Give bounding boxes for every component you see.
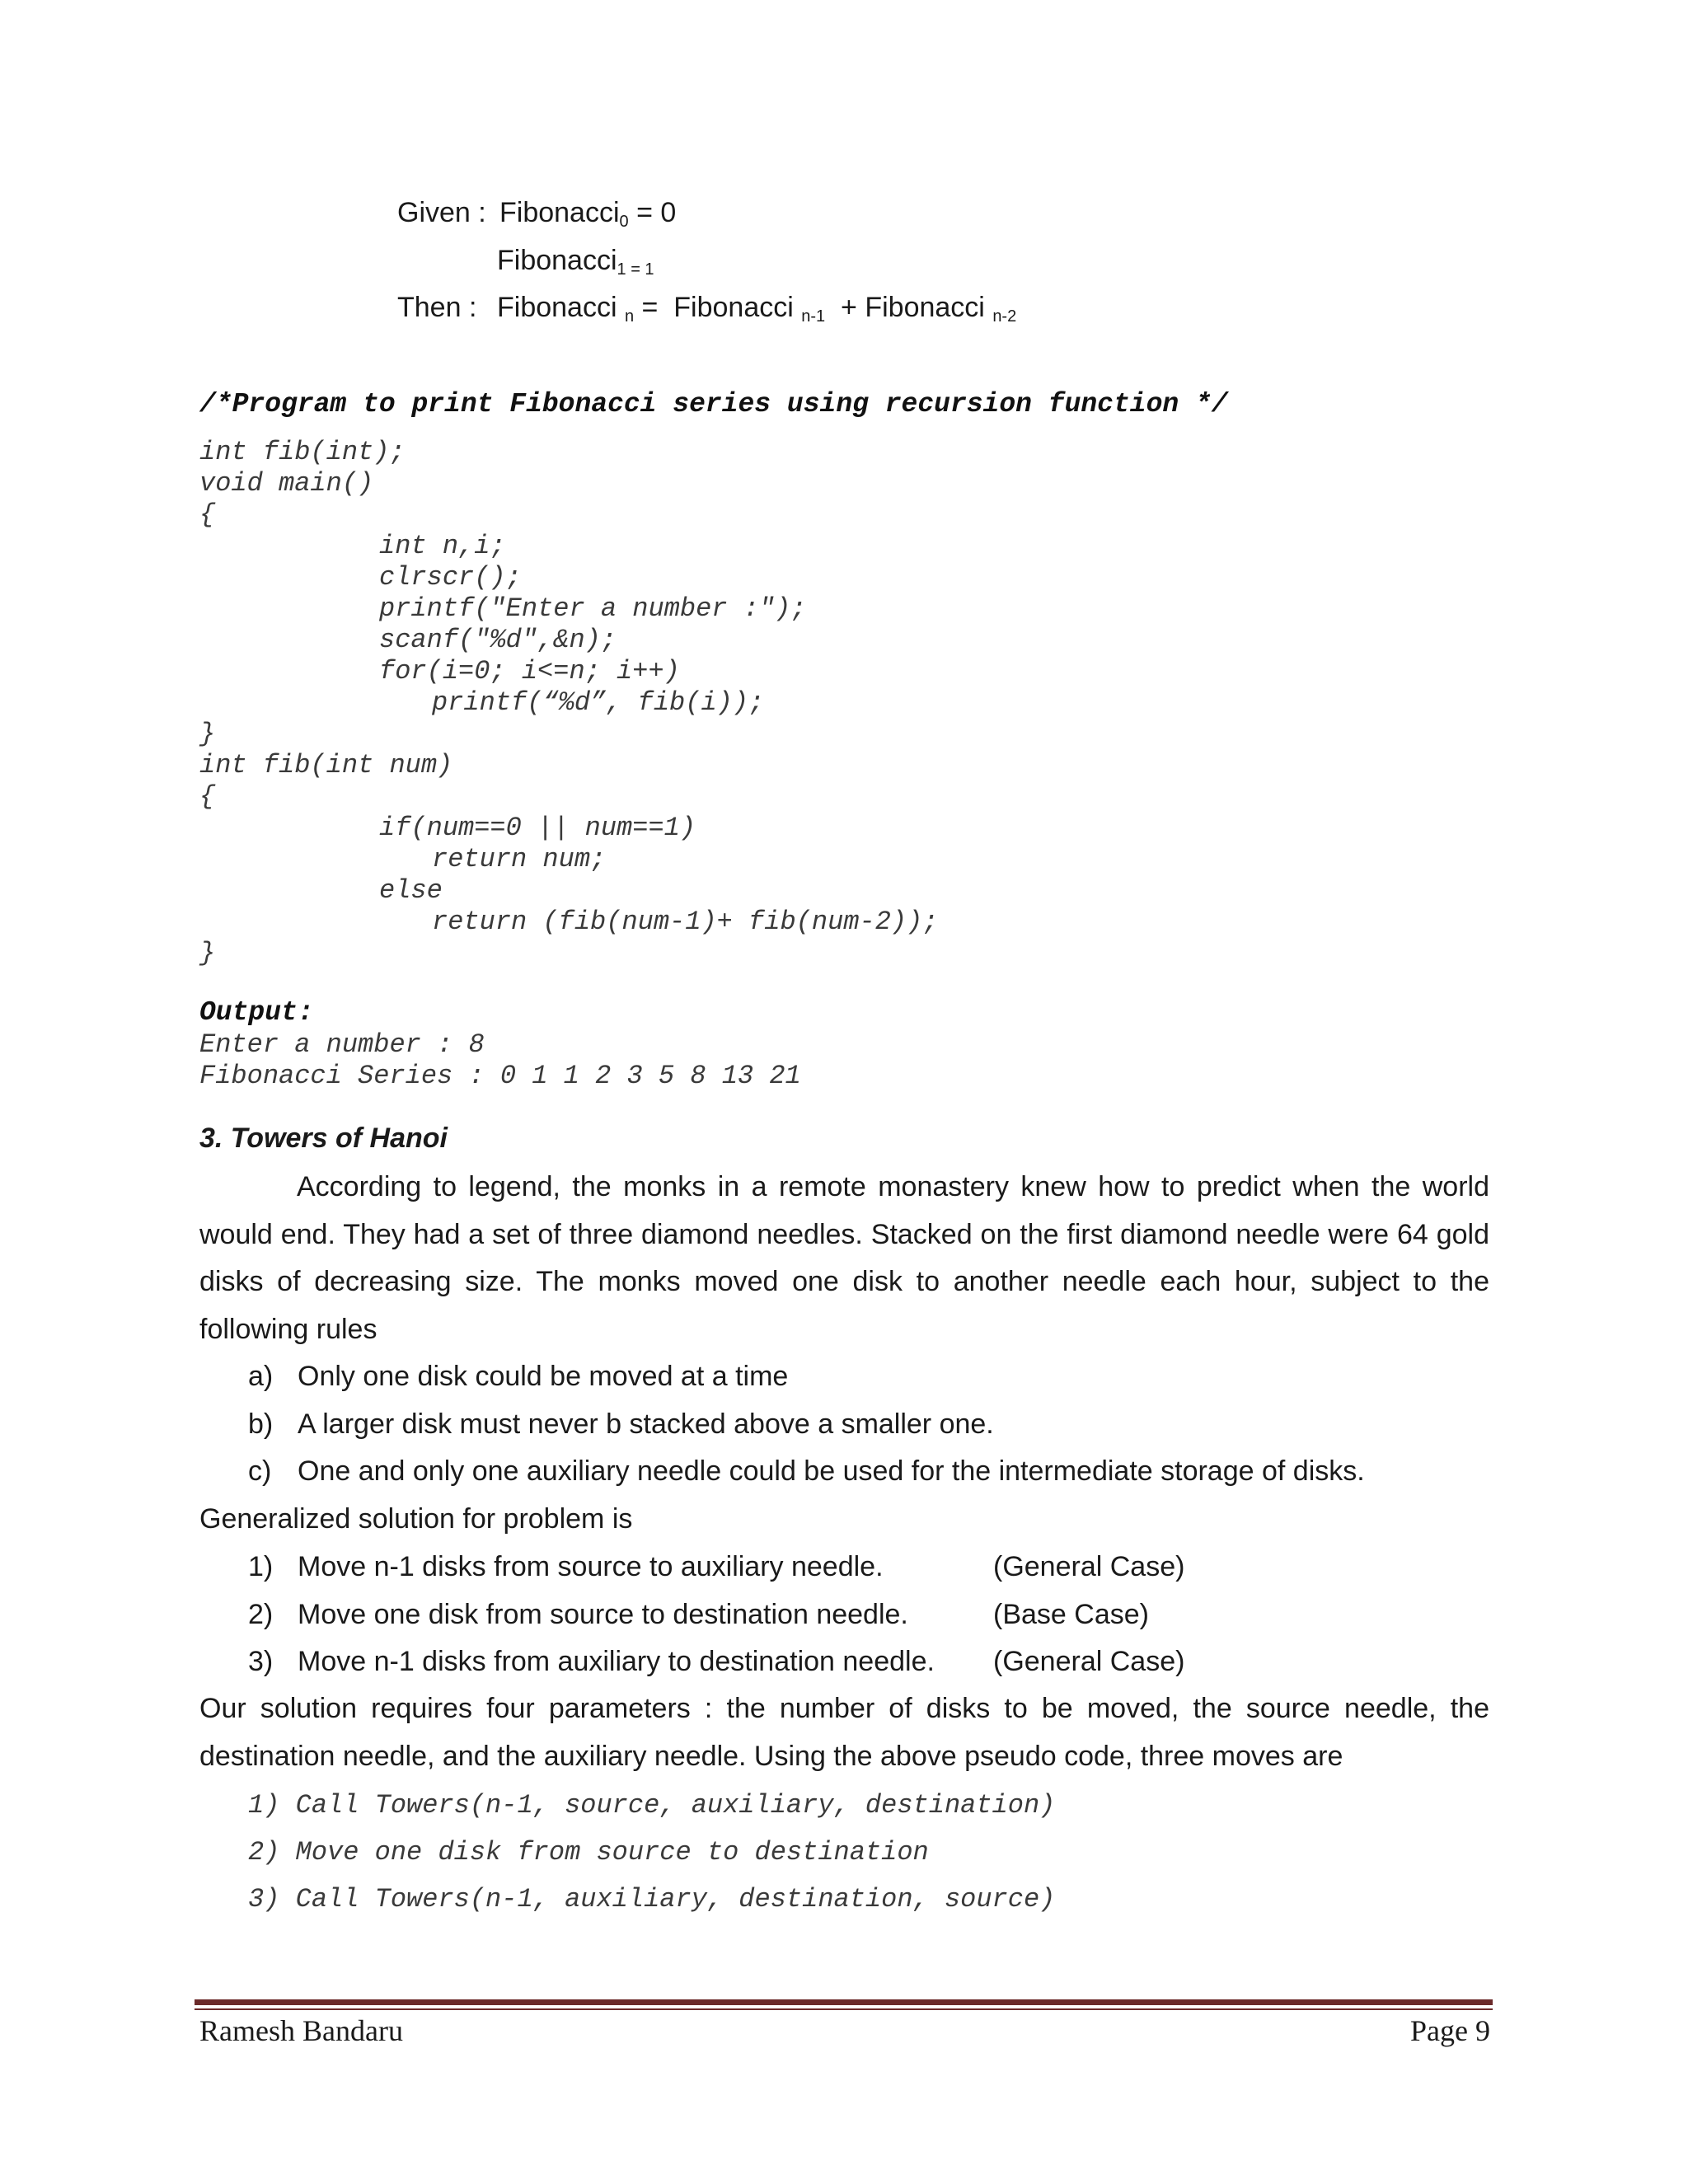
code-line: return (fib(num-1)+ fib(num-2)); bbox=[432, 907, 939, 937]
code-line: if(num==0 || num==1) bbox=[379, 813, 696, 843]
code-line: printf(“%d”, fib(i)); bbox=[432, 687, 765, 718]
formula-line-2: Fibonacci$_{1 = 1}$ bbox=[497, 245, 654, 279]
code-line: { bbox=[199, 781, 216, 812]
rule-marker: a) bbox=[248, 1361, 274, 1392]
footer-page-number: Page 9 bbox=[1410, 2014, 1490, 2047]
footer-author: Ramesh Bandaru bbox=[199, 2014, 403, 2047]
code-line: printf("Enter a number :"); bbox=[379, 593, 807, 624]
code-line: } bbox=[199, 719, 216, 749]
code-line: int n,i; bbox=[379, 531, 506, 561]
formula-line-3: Fibonacci $_n$ = Fibonacci $_{n-1}$ + Fibonacci $_{n-2}$ bbox=[497, 292, 1017, 326]
step-marker: 2) bbox=[248, 1599, 274, 1630]
rule-marker: c) bbox=[248, 1455, 272, 1487]
code-line: void main() bbox=[199, 468, 374, 499]
step-text: Move one disk from source to destination needle. bbox=[298, 1599, 908, 1630]
step-case: (Base Case) bbox=[993, 1599, 1149, 1630]
intro-paragraph: According to legend, the monks in a remote monastery knew how to predict when the world would end. They had a set of three diamond needles. Stacked on the first diamond needle were 64 gold disks of decreasing size. The monks moved one disk to another needle each hour, subject to the following rules bbox=[199, 1171, 1489, 1345]
move-line: 1) Call Towers(n-1, source, auxiliary, destination) bbox=[248, 1790, 1056, 1821]
formula-then-label: Then : bbox=[397, 292, 477, 323]
formula-line-1: Fibonacci$_0$ = 0 bbox=[499, 197, 677, 231]
code-line: int fib(int); bbox=[199, 437, 406, 467]
solution-paragraph: Our solution requires four parameters : the number of disks to be moved, the source needle, the destination needle, and the auxiliary needle. Using the above pseudo code, three moves are bbox=[199, 1693, 1489, 1772]
rule-text: One and only one auxiliary needle could be used for the intermediate storage of disks. bbox=[298, 1455, 1365, 1487]
code-line: { bbox=[199, 499, 216, 530]
step-marker: 3) bbox=[248, 1646, 274, 1677]
formula-given-label: Given : bbox=[397, 197, 486, 228]
code-line: } bbox=[199, 938, 216, 968]
code-line: clrscr(); bbox=[379, 562, 522, 593]
output-line: Enter a number : 8 bbox=[199, 1029, 485, 1060]
code-line: for(i=0; i<=n; i++) bbox=[379, 656, 680, 687]
code-line: scanf("%d",&n); bbox=[379, 625, 617, 655]
generalized-text: Generalized solution for problem is bbox=[199, 1503, 633, 1535]
move-line: 3) Call Towers(n-1, auxiliary, destination, source) bbox=[248, 1884, 1056, 1915]
code-line: int fib(int num) bbox=[199, 750, 453, 780]
step-case: (General Case) bbox=[993, 1646, 1185, 1677]
code-line: else bbox=[379, 875, 443, 906]
step-case: (General Case) bbox=[993, 1551, 1185, 1582]
step-marker: 1) bbox=[248, 1551, 274, 1582]
section-heading: 3. Towers of Hanoi bbox=[199, 1122, 448, 1154]
move-line: 2) Move one disk from source to destination bbox=[248, 1837, 929, 1868]
step-text: Move n-1 disks from auxiliary to destination needle. bbox=[298, 1646, 935, 1677]
step-text: Move n-1 disks from source to auxiliary needle. bbox=[298, 1551, 884, 1582]
rule-marker: b) bbox=[248, 1408, 274, 1440]
output-line: Fibonacci Series : 0 1 1 2 3 5 8 13 21 bbox=[199, 1061, 801, 1091]
rule-text: A larger disk must never b stacked above a smaller one. bbox=[298, 1408, 994, 1440]
output-label: Output: bbox=[199, 997, 314, 1028]
code-comment: /*Program to print Fibonacci series using recursion function */ bbox=[199, 389, 1228, 419]
rule-text: Only one disk could be moved at a time bbox=[298, 1361, 789, 1392]
footer-rule-thin bbox=[195, 2008, 1493, 2010]
code-line: return num; bbox=[432, 844, 607, 874]
footer-rule bbox=[195, 1999, 1493, 2005]
